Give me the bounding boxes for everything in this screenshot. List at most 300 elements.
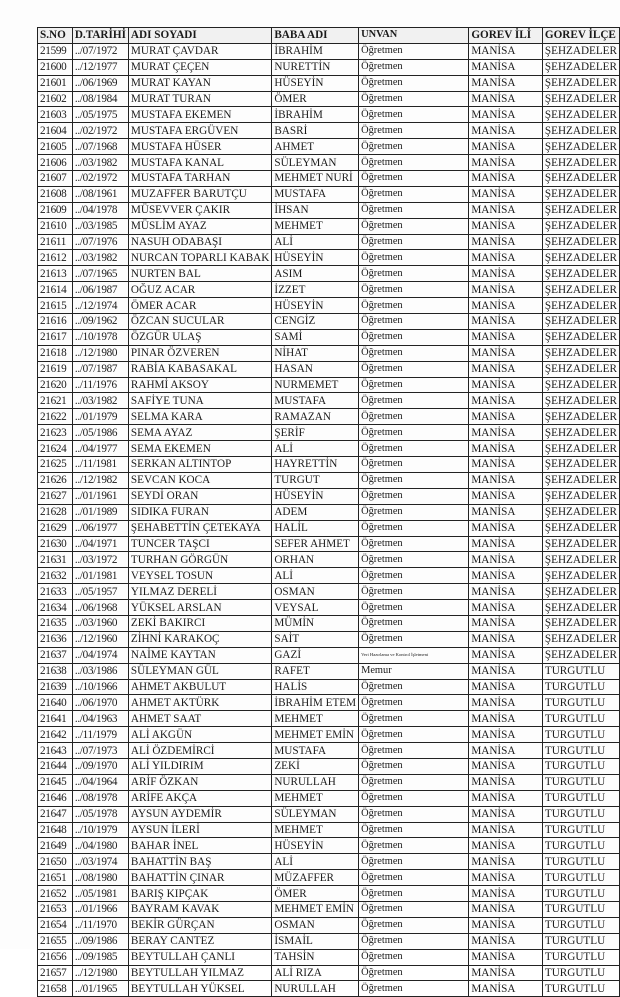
table-row [38, 600, 620, 616]
cell-province: MANİSA [469, 425, 543, 441]
cell-title: Öğretmen [359, 234, 469, 250]
cell-district: ŞEHZADELER [542, 123, 619, 139]
cell-province: MANİSA [469, 329, 543, 345]
cell-full-name: NURCAN TOPARLI KABAK [128, 250, 271, 266]
cell-province: MANİSA [469, 107, 543, 123]
cell-district: ŞEHZADELER [542, 91, 619, 107]
cell-district: ŞEHZADELER [542, 345, 619, 361]
cell-father-name: İHSAN [272, 202, 359, 218]
cell-title: Öğretmen [359, 314, 469, 330]
cell-birth-date: ../04/1971 [72, 536, 128, 552]
cell-district: TURGUTLU [542, 774, 619, 790]
cell-father-name: İBRAHİM [272, 43, 359, 59]
cell-sno: 21637 [38, 647, 73, 663]
cell-father-name: NURETTİN [272, 59, 359, 75]
cell-province: MANİSA [469, 59, 543, 75]
cell-title: Öğretmen [359, 488, 469, 504]
cell-district: ŞEHZADELER [542, 314, 619, 330]
cell-sno: 21645 [38, 774, 73, 790]
cell-province: MANİSA [469, 75, 543, 91]
cell-sno: 21613 [38, 266, 73, 282]
cell-title: Öğretmen [359, 615, 469, 631]
cell-father-name: ŞERİF [272, 425, 359, 441]
cell-title: Öğretmen [359, 266, 469, 282]
cell-sno: 21626 [38, 472, 73, 488]
cell-sno: 21623 [38, 425, 73, 441]
cell-district: ŞEHZADELER [542, 202, 619, 218]
table-body [38, 43, 620, 996]
cell-title: Öğretmen [359, 155, 469, 171]
table-row [38, 282, 620, 298]
cell-father-name: MUSTAFA [272, 393, 359, 409]
cell-province: MANİSA [469, 631, 543, 647]
cell-full-name: MUSTAFA EKEMEN [128, 107, 271, 123]
cell-sno: 21604 [38, 123, 73, 139]
cell-full-name: YILMAZ DERELİ [128, 584, 271, 600]
cell-father-name: ALİ RIZA [272, 965, 359, 981]
cell-province: MANİSA [469, 600, 543, 616]
table-header-row [38, 28, 620, 44]
cell-full-name: BEKİR GÜRÇAN [128, 917, 271, 933]
cell-title: Öğretmen [359, 552, 469, 568]
cell-sno: 21601 [38, 75, 73, 91]
table-row [38, 107, 620, 123]
cell-sno: 21609 [38, 202, 73, 218]
table-row [38, 218, 620, 234]
cell-birth-date: ../12/1980 [72, 345, 128, 361]
cell-district: TURGUTLU [542, 806, 619, 822]
cell-title: Öğretmen [359, 393, 469, 409]
cell-province: MANİSA [469, 901, 543, 917]
cell-sno: 21611 [38, 234, 73, 250]
cell-father-name: HÜSEYİN [272, 298, 359, 314]
cell-district: ŞEHZADELER [542, 472, 619, 488]
table-row [38, 139, 620, 155]
cell-father-name: HAYRETTİN [272, 457, 359, 473]
table-row [38, 965, 620, 981]
cell-full-name: TURHAN GÖRGÜN [128, 552, 271, 568]
cell-birth-date: ../02/1972 [72, 171, 128, 187]
cell-sno: 21654 [38, 917, 73, 933]
cell-district: ŞEHZADELER [542, 536, 619, 552]
cell-birth-date: ../08/1978 [72, 790, 128, 806]
cell-birth-date: ../10/1979 [72, 822, 128, 838]
cell-birth-date: ../09/1970 [72, 758, 128, 774]
cell-birth-date: ../04/1977 [72, 441, 128, 457]
cell-birth-date: ../07/1987 [72, 361, 128, 377]
cell-full-name: PINAR ÖZVEREN [128, 345, 271, 361]
cell-district: ŞEHZADELER [542, 393, 619, 409]
cell-title: Öğretmen [359, 123, 469, 139]
cell-sno: 21607 [38, 171, 73, 187]
cell-province: MANİSA [469, 536, 543, 552]
cell-father-name: HALİS [272, 679, 359, 695]
cell-birth-date: ../11/1979 [72, 727, 128, 743]
cell-province: MANİSA [469, 615, 543, 631]
cell-title: Öğretmen [359, 282, 469, 298]
cell-father-name: İBRAHİM [272, 107, 359, 123]
cell-district: ŞEHZADELER [542, 171, 619, 187]
cell-full-name: MUSTAFA HÜSER [128, 139, 271, 155]
cell-sno: 21619 [38, 361, 73, 377]
cell-sno: 21634 [38, 600, 73, 616]
cell-father-name: İBRAHİM ETEM [272, 695, 359, 711]
cell-district: ŞEHZADELER [542, 615, 619, 631]
cell-father-name: ASIM [272, 266, 359, 282]
cell-province: MANİSA [469, 790, 543, 806]
cell-father-name: MEHMET [272, 218, 359, 234]
header-sno: S.NO [38, 28, 73, 44]
table-row [38, 250, 620, 266]
cell-birth-date: ../07/1973 [72, 743, 128, 759]
cell-province: MANİSA [469, 298, 543, 314]
cell-sno: 21624 [38, 441, 73, 457]
cell-title: Öğretmen [359, 441, 469, 457]
cell-birth-date: ../12/1974 [72, 298, 128, 314]
cell-sno: 21606 [38, 155, 73, 171]
cell-province: MANİSA [469, 155, 543, 171]
cell-birth-date: ../07/1968 [72, 139, 128, 155]
cell-province: MANİSA [469, 933, 543, 949]
cell-full-name: MUSTAFA KANAL [128, 155, 271, 171]
cell-district: ŞEHZADELER [542, 361, 619, 377]
cell-full-name: OĞUZ ACAR [128, 282, 271, 298]
table-row [38, 361, 620, 377]
table-row [38, 457, 620, 473]
cell-district: ŞEHZADELER [542, 504, 619, 520]
cell-birth-date: ../01/1966 [72, 901, 128, 917]
cell-sno: 21633 [38, 584, 73, 600]
cell-title: Öğretmen [359, 679, 469, 695]
cell-father-name: AHMET [272, 139, 359, 155]
cell-birth-date: ../01/1965 [72, 981, 128, 997]
cell-father-name: ALİ [272, 568, 359, 584]
cell-title: Öğretmen [359, 59, 469, 75]
cell-full-name: MURAT TURAN [128, 91, 271, 107]
table-row [38, 425, 620, 441]
cell-birth-date: ../01/1979 [72, 409, 128, 425]
cell-sno: 21614 [38, 282, 73, 298]
cell-full-name: BAYRAM KAVAK [128, 901, 271, 917]
cell-province: MANİSA [469, 949, 543, 965]
table-row [38, 695, 620, 711]
cell-title: Öğretmen [359, 584, 469, 600]
cell-father-name: CENGİZ [272, 314, 359, 330]
cell-title: Öğretmen [359, 361, 469, 377]
cell-title: Öğretmen [359, 838, 469, 854]
cell-full-name: BEYTULLAH YÜKSEL [128, 981, 271, 997]
cell-father-name: MEHMET [272, 822, 359, 838]
table-row [38, 854, 620, 870]
table-row [38, 504, 620, 520]
cell-full-name: SELMA KARA [128, 409, 271, 425]
cell-sno: 21622 [38, 409, 73, 425]
cell-birth-date: ../12/1977 [72, 59, 128, 75]
cell-title: Öğretmen [359, 536, 469, 552]
cell-full-name: ÖZCAN SUCULAR [128, 314, 271, 330]
table-row [38, 441, 620, 457]
cell-father-name: ÖMER [272, 91, 359, 107]
cell-full-name: RABİA KABASAKAL [128, 361, 271, 377]
cell-title: Öğretmen [359, 806, 469, 822]
cell-province: MANİSA [469, 838, 543, 854]
cell-father-name: TAHSİN [272, 949, 359, 965]
cell-sno: 21655 [38, 933, 73, 949]
table-row [38, 901, 620, 917]
cell-province: MANİSA [469, 409, 543, 425]
cell-title: Öğretmen [359, 568, 469, 584]
cell-father-name: HASAN [272, 361, 359, 377]
cell-father-name: İSMAİL [272, 933, 359, 949]
cell-district: TURGUTLU [542, 949, 619, 965]
cell-province: MANİSA [469, 171, 543, 187]
cell-full-name: MURAT ÇEÇEN [128, 59, 271, 75]
cell-birth-date: ../07/1976 [72, 234, 128, 250]
table-row [38, 75, 620, 91]
table-row [38, 615, 620, 631]
cell-birth-date: ../03/1982 [72, 155, 128, 171]
cell-birth-date: ../03/1974 [72, 854, 128, 870]
table-row [38, 377, 620, 393]
cell-province: MANİSA [469, 727, 543, 743]
cell-father-name: RAMAZAN [272, 409, 359, 425]
cell-district: ŞEHZADELER [542, 75, 619, 91]
cell-birth-date: ../12/1960 [72, 631, 128, 647]
cell-father-name: OSMAN [272, 584, 359, 600]
cell-full-name: NASUH ODABAŞI [128, 234, 271, 250]
cell-title: Öğretmen [359, 727, 469, 743]
cell-father-name: ALİ [272, 234, 359, 250]
table-row [38, 59, 620, 75]
cell-father-name: SÜLEYMAN [272, 155, 359, 171]
table-row [38, 298, 620, 314]
cell-birth-date: ../01/1961 [72, 488, 128, 504]
cell-father-name: HÜSEYİN [272, 488, 359, 504]
cell-province: MANİSA [469, 234, 543, 250]
cell-title: Öğretmen [359, 43, 469, 59]
cell-birth-date: ../06/1968 [72, 600, 128, 616]
table-row [38, 743, 620, 759]
cell-father-name: NURULLAH [272, 774, 359, 790]
cell-father-name: ORHAN [272, 552, 359, 568]
personnel-table [37, 27, 620, 997]
cell-father-name: ALİ [272, 441, 359, 457]
cell-full-name: MÜSLİM AYAZ [128, 218, 271, 234]
cell-father-name: GAZİ [272, 647, 359, 663]
cell-title: Öğretmen [359, 107, 469, 123]
cell-birth-date: ../05/1981 [72, 886, 128, 902]
cell-full-name: ALİ AKGÜN [128, 727, 271, 743]
cell-full-name: SEMA AYAZ [128, 425, 271, 441]
cell-district: ŞEHZADELER [542, 155, 619, 171]
cell-full-name: ALİ ÖZDEMİRCİ [128, 743, 271, 759]
cell-province: MANİSA [469, 314, 543, 330]
table-row [38, 806, 620, 822]
cell-full-name: YÜKSEL ARSLAN [128, 600, 271, 616]
table-row [38, 43, 620, 59]
cell-birth-date: ../06/1969 [72, 75, 128, 91]
table-row [38, 91, 620, 107]
cell-sno: 21649 [38, 838, 73, 854]
cell-father-name: OSMAN [272, 917, 359, 933]
cell-province: MANİSA [469, 774, 543, 790]
cell-birth-date: ../11/1981 [72, 457, 128, 473]
table-row [38, 981, 620, 997]
cell-full-name: MURAT ÇAVDAR [128, 43, 271, 59]
cell-sno: 21615 [38, 298, 73, 314]
cell-father-name: SÜLEYMAN [272, 806, 359, 822]
cell-sno: 21608 [38, 186, 73, 202]
cell-birth-date: ../05/1975 [72, 107, 128, 123]
cell-full-name: BAHATTİN BAŞ [128, 854, 271, 870]
cell-province: MANİSA [469, 488, 543, 504]
cell-sno: 21646 [38, 790, 73, 806]
cell-full-name: AYSUN AYDEMİR [128, 806, 271, 822]
cell-full-name: TUNCER TAŞCI [128, 536, 271, 552]
cell-district: ŞEHZADELER [542, 139, 619, 155]
table-row [38, 727, 620, 743]
cell-birth-date: ../04/1980 [72, 838, 128, 854]
cell-full-name: MUSTAFA ERGÜVEN [128, 123, 271, 139]
cell-full-name: BERAY CANTEZ [128, 933, 271, 949]
cell-sno: 21652 [38, 886, 73, 902]
cell-sno: 21629 [38, 520, 73, 536]
cell-title: Öğretmen [359, 600, 469, 616]
cell-district: TURGUTLU [542, 933, 619, 949]
table-row [38, 123, 620, 139]
cell-sno: 21658 [38, 981, 73, 997]
cell-title: Öğretmen [359, 631, 469, 647]
cell-province: MANİSA [469, 743, 543, 759]
cell-title: Öğretmen [359, 91, 469, 107]
cell-sno: 21648 [38, 822, 73, 838]
table-row [38, 329, 620, 345]
cell-father-name: NİHAT [272, 345, 359, 361]
table-row [38, 663, 620, 679]
cell-birth-date: ../07/1965 [72, 266, 128, 282]
table-row [38, 647, 620, 663]
header-birth-date: D.TARİHİ [72, 28, 128, 44]
cell-birth-date: ../03/1986 [72, 663, 128, 679]
cell-province: MANİSA [469, 854, 543, 870]
cell-province: MANİSA [469, 981, 543, 997]
cell-title: Öğretmen [359, 743, 469, 759]
cell-title: Öğretmen [359, 171, 469, 187]
cell-father-name: SAİT [272, 631, 359, 647]
cell-province: MANİSA [469, 917, 543, 933]
cell-title: Öğretmen [359, 520, 469, 536]
cell-district: ŞEHZADELER [542, 552, 619, 568]
table-row [38, 314, 620, 330]
cell-full-name: SEMA EKEMEN [128, 441, 271, 457]
cell-title: Öğretmen [359, 711, 469, 727]
cell-district: ŞEHZADELER [542, 250, 619, 266]
cell-sno: 21657 [38, 965, 73, 981]
header-province: GOREV İLİ [469, 28, 543, 44]
cell-district: TURGUTLU [542, 901, 619, 917]
cell-full-name: ŞEHABETTİN ÇETEKAYA [128, 520, 271, 536]
cell-sno: 21643 [38, 743, 73, 759]
cell-title: Öğretmen [359, 139, 469, 155]
cell-birth-date: ../08/1984 [72, 91, 128, 107]
cell-full-name: SIDIKA FURAN [128, 504, 271, 520]
cell-sno: 21638 [38, 663, 73, 679]
cell-district: ŞEHZADELER [542, 59, 619, 75]
table-row [38, 186, 620, 202]
cell-district: TURGUTLU [542, 965, 619, 981]
table-row [38, 536, 620, 552]
cell-birth-date: ../11/1970 [72, 917, 128, 933]
cell-title: Öğretmen [359, 695, 469, 711]
cell-birth-date: ../03/1985 [72, 218, 128, 234]
cell-district: TURGUTLU [542, 917, 619, 933]
cell-district: ŞEHZADELER [542, 457, 619, 473]
cell-title: Öğretmen [359, 917, 469, 933]
cell-district: TURGUTLU [542, 854, 619, 870]
cell-sno: 21639 [38, 679, 73, 695]
cell-birth-date: ../04/1974 [72, 647, 128, 663]
cell-district: ŞEHZADELER [542, 584, 619, 600]
cell-birth-date: ../03/1972 [72, 552, 128, 568]
cell-birth-date: ../01/1989 [72, 504, 128, 520]
cell-title: Öğretmen [359, 425, 469, 441]
cell-sno: 21605 [38, 139, 73, 155]
cell-full-name: NURTEN BAL [128, 266, 271, 282]
cell-title: Öğretmen [359, 981, 469, 997]
cell-title: Öğretmen [359, 377, 469, 393]
cell-father-name: İZZET [272, 282, 359, 298]
cell-full-name: ARİF ÖZKAN [128, 774, 271, 790]
cell-full-name: SERKAN ALTINTOP [128, 457, 271, 473]
cell-father-name: ADEM [272, 504, 359, 520]
cell-title: Öğretmen [359, 409, 469, 425]
cell-sno: 21631 [38, 552, 73, 568]
cell-sno: 21630 [38, 536, 73, 552]
table-row [38, 933, 620, 949]
cell-district: TURGUTLU [542, 695, 619, 711]
cell-province: MANİSA [469, 123, 543, 139]
cell-father-name: MEHMET NURİ [272, 171, 359, 187]
cell-full-name: MUSTAFA TARHAN [128, 171, 271, 187]
cell-district: ŞEHZADELER [542, 425, 619, 441]
cell-sno: 21627 [38, 488, 73, 504]
cell-title: Öğretmen [359, 75, 469, 91]
cell-birth-date: ../01/1981 [72, 568, 128, 584]
table-row [38, 171, 620, 187]
cell-birth-date: ../08/1961 [72, 186, 128, 202]
cell-district: ŞEHZADELER [542, 266, 619, 282]
cell-title: Öğretmen [359, 870, 469, 886]
cell-district: TURGUTLU [542, 758, 619, 774]
cell-district: TURGUTLU [542, 679, 619, 695]
cell-sno: 21602 [38, 91, 73, 107]
cell-province: MANİSA [469, 361, 543, 377]
cell-sno: 21635 [38, 615, 73, 631]
cell-district: ŞEHZADELER [542, 107, 619, 123]
table-row [38, 838, 620, 854]
cell-birth-date: ../06/1977 [72, 520, 128, 536]
cell-father-name: TURGUT [272, 472, 359, 488]
cell-title: Öğretmen [359, 504, 469, 520]
cell-district: TURGUTLU [542, 886, 619, 902]
cell-district: TURGUTLU [542, 870, 619, 886]
cell-sno: 21640 [38, 695, 73, 711]
cell-title: Öğretmen [359, 933, 469, 949]
cell-province: MANİSA [469, 870, 543, 886]
cell-full-name: NAİME KAYTAN [128, 647, 271, 663]
cell-father-name: SEFER AHMET [272, 536, 359, 552]
table-row [38, 758, 620, 774]
